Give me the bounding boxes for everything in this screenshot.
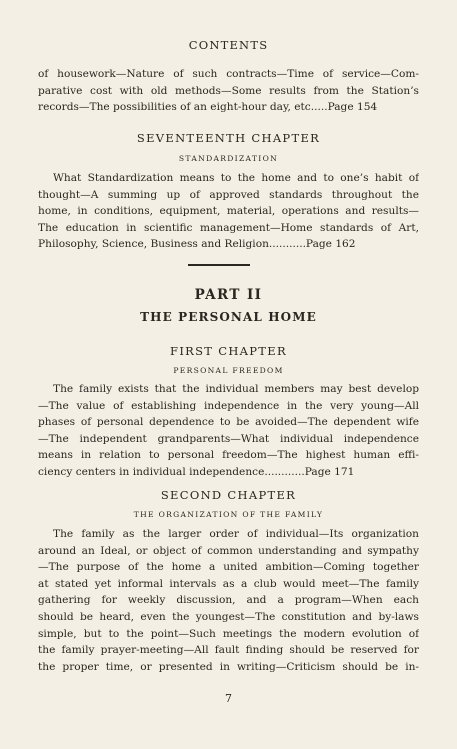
chapter-summary bbox=[38, 526, 419, 675]
part-title: PART II bbox=[194, 287, 263, 303]
continuation-paragraph bbox=[38, 66, 419, 116]
text-line: The family exists that the individual members may best develop bbox=[53, 383, 419, 395]
chapter-title: FIRST CHAPTER bbox=[170, 344, 287, 358]
text-line: —The purpose of the home a united ambition—Coming together bbox=[38, 561, 419, 574]
text-line: phases of personal dependence to be avoided—The dependent wife bbox=[38, 416, 419, 429]
chapter-subtitle: THE ORGANIZATION OF THE FAMILY bbox=[133, 510, 324, 519]
text-line: simple, but to the point—Such meetings the modern evolution of bbox=[38, 627, 419, 640]
chapter-summary bbox=[38, 170, 419, 253]
text-line: of housework—Nature of such contracts—Time of service—Com- bbox=[38, 68, 419, 80]
text-line: ciency centers in individual independence............Page 171 bbox=[38, 465, 355, 478]
text-line: Philosophy, Science, Business and Religion...........Page 162 bbox=[38, 238, 356, 251]
text-line: parative cost with old methods—Some results from the Station’s bbox=[38, 84, 419, 97]
text-line: means in relation to personal freedom—The highest human effi- bbox=[38, 449, 419, 462]
text-line: The education in scientific management—Home standards of Art, bbox=[38, 221, 419, 234]
text-line: The family as the larger order of individual—Its organization bbox=[53, 528, 419, 540]
chapter-summary bbox=[38, 381, 419, 481]
text-line: should be heard, even the youngest—The constitution and by-laws bbox=[38, 610, 419, 623]
text-line: records—The possibilities of an eight-hour day, etc.....Page 154 bbox=[38, 101, 378, 114]
text-line: thought—A summing up of approved standards throughout the bbox=[38, 188, 419, 201]
text-line: the family prayer-meeting—All fault finding should be reserved for bbox=[38, 644, 419, 657]
chapter-title: SECOND CHAPTER bbox=[160, 488, 297, 502]
page-number: 7 bbox=[225, 692, 232, 705]
text-line: —The value of establishing independence in the very young—All bbox=[38, 399, 419, 412]
text-line: gathering for weekly discussion, and a program—When each bbox=[38, 594, 419, 607]
text-line: around an Ideal, or object of common understanding and sympathy bbox=[38, 544, 419, 557]
text-line: home, in conditions, equipment, material, operations and results— bbox=[38, 205, 419, 218]
text-line: the proper time, or presented in writing—Criticism should be in- bbox=[38, 660, 419, 673]
part-subtitle: THE PERSONAL HOME bbox=[140, 310, 317, 324]
chapter-title: SEVENTEENTH CHAPTER bbox=[136, 131, 321, 145]
text-line: What Standardization means to the home and to one’s habit of bbox=[53, 172, 419, 184]
chapter-subtitle: PERSONAL FREEDOM bbox=[173, 366, 284, 375]
text-line: at stated yet informal intervals as a club would meet—The family bbox=[38, 577, 419, 590]
running-head: CONTENTS bbox=[188, 38, 269, 52]
section-divider bbox=[188, 264, 250, 266]
text-line: —The independent grandparents—What individual independence bbox=[38, 432, 419, 445]
chapter-subtitle: STANDARDIZATION bbox=[178, 154, 279, 163]
